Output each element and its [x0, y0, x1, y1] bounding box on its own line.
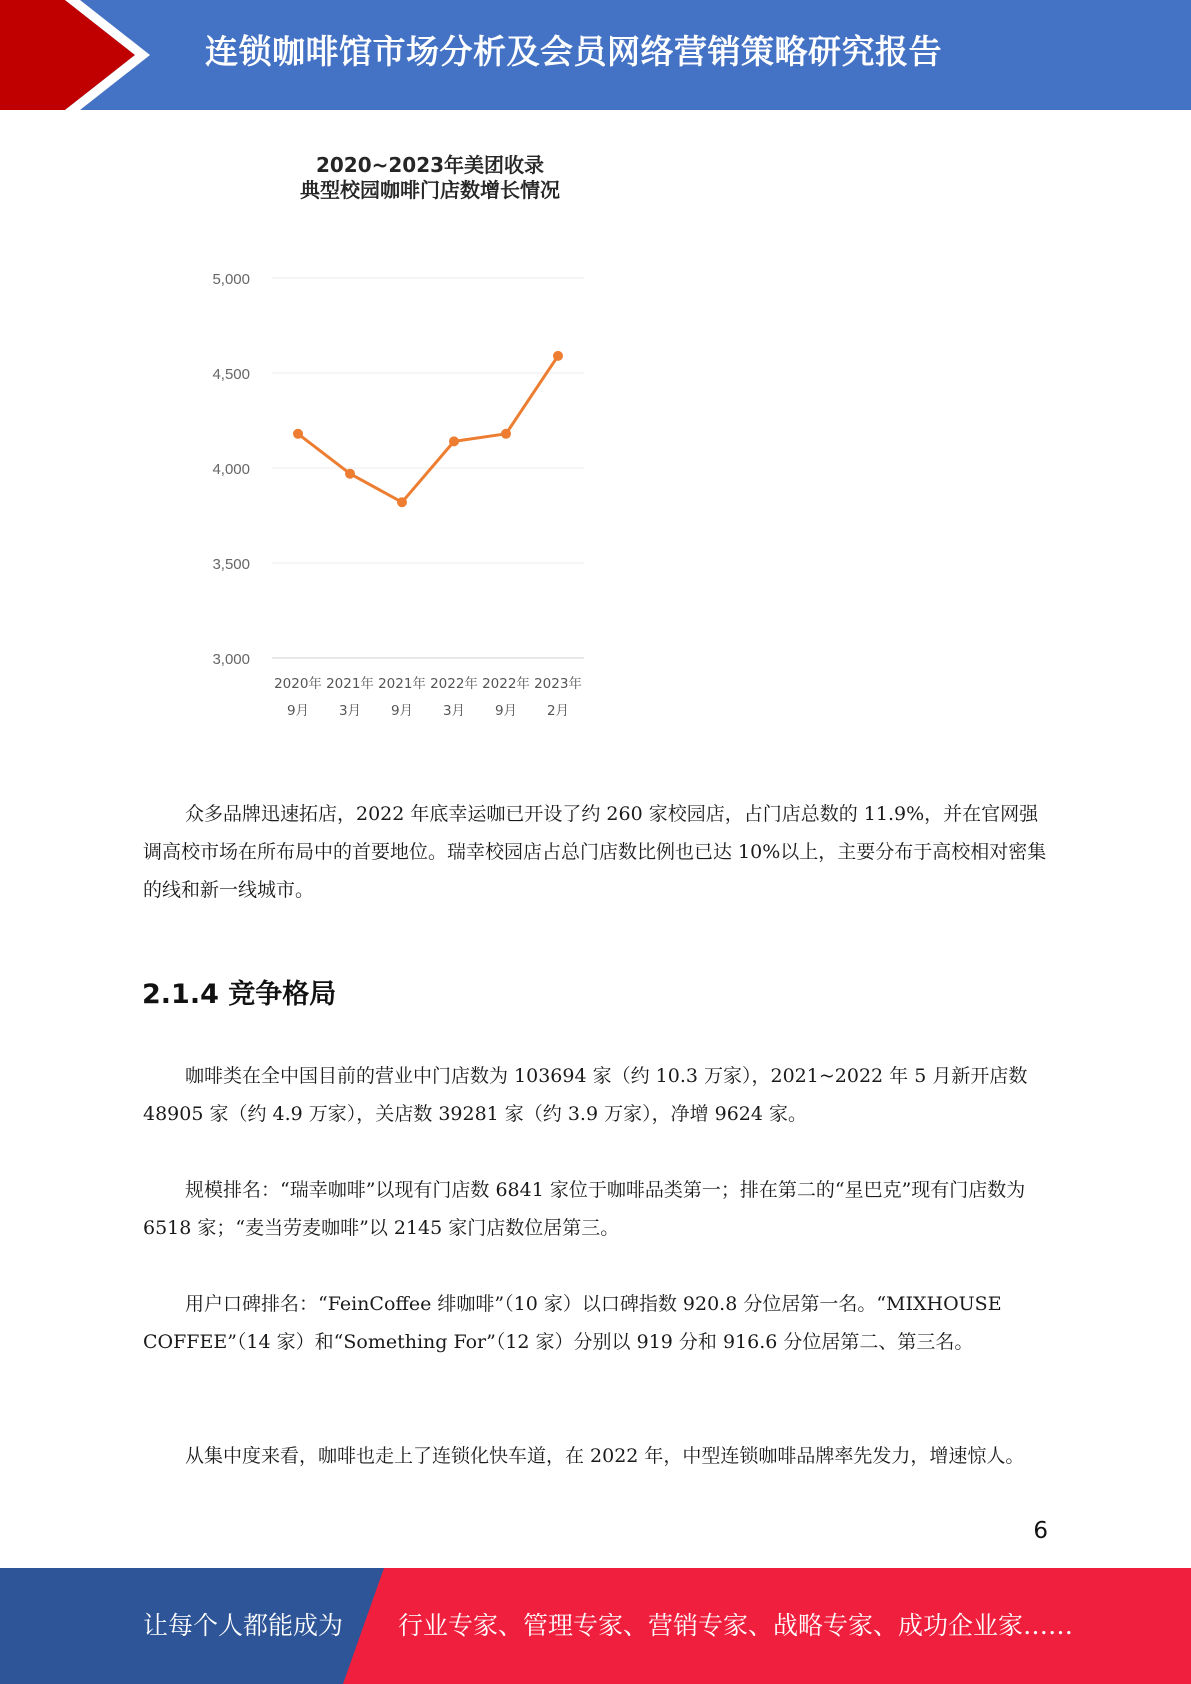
data-point — [397, 497, 407, 507]
paragraph-store-counts: 咖啡类在全中国目前的营业中门店数为 103694 家（约 10.3 万家），2021~2022 年 5 月新开店数 48905 家（约 4.9 万家），关店数 39281 家（约 3.9 万家），净增 9624 家。 — [143, 1065, 1034, 1125]
page-header — [0, 0, 1191, 110]
x-tick-label-year: 2022年 — [430, 676, 478, 692]
store-growth-chart — [190, 145, 610, 735]
x-tick-label-month: 2月 — [546, 703, 570, 719]
data-point — [293, 429, 303, 439]
paragraph-campus-stores: 众多品牌迅速拓店，2022 年底幸运咖已开设了约 260 家校园店，占门店总数的 11.9%，并在官网强调高校市场在所布局中的首要地位。瑞幸校园店占总门店数比例也已达 10%以上，主要分布于高校相对密集的线和新一线城市。 — [143, 803, 1047, 901]
x-tick-label-month: 3月 — [442, 703, 466, 719]
page-number: 6 — [1033, 1518, 1048, 1544]
x-tick-label-month: 9月 — [494, 703, 518, 719]
series-line — [298, 356, 558, 502]
paragraph-concentration: 从集中度来看，咖啡也走上了连锁化快车道，在 2022 年，中型连锁咖啡品牌率先发力，增速惊人。 — [185, 1445, 1025, 1467]
chart-title-line-1: 2020~2023年美团收录 — [315, 153, 545, 177]
chart-title-line-2: 典型校园咖啡门店数增长情况 — [300, 178, 560, 202]
x-tick-label-month: 9月 — [390, 703, 414, 719]
y-tick-label: 3,500 — [212, 556, 250, 573]
page-footer — [0, 1568, 1191, 1684]
x-tick-label-year: 2021年 — [378, 676, 426, 692]
x-tick-label-year: 2020年 — [274, 676, 322, 692]
chart-plot — [190, 145, 610, 735]
y-tick-label: 4,500 — [212, 366, 250, 383]
data-point — [501, 429, 511, 439]
data-point — [553, 351, 563, 361]
section-heading: 2.1.4 竞争格局 — [142, 979, 337, 1010]
x-tick-label-month: 9月 — [286, 703, 310, 719]
footer-slogan-left: 让每个人都能成为 — [143, 1611, 344, 1640]
x-tick-label-year: 2022年 — [482, 676, 530, 692]
y-tick-label: 4,000 — [212, 461, 250, 478]
data-point — [449, 436, 459, 446]
data-point — [345, 469, 355, 479]
paragraph-scale-ranking: 规模排名：“瑞幸咖啡”以现有门店数 6841 家位于咖啡品类第一；排在第二的“星巴克”现有门店数为 6518 家；“麦当劳麦咖啡”以 2145 家门店数位居第三。 — [143, 1179, 1032, 1239]
footer-slogan-right: 行业专家、管理专家、营销专家、战略专家、成功企业家…… — [398, 1611, 1074, 1640]
x-tick-label-year: 2021年 — [326, 676, 374, 692]
x-tick-label-month: 3月 — [338, 703, 362, 719]
x-tick-label-year: 2023年 — [534, 676, 582, 692]
paragraph-reputation-ranking: 用户口碑排名：“FeinCoffee 绯咖啡”（10 家）以口碑指数 920.8 分位居第一名。“MIXHOUSE COFFEE”（14 家）和“Something For”（12 家）分别以 919 分和 916.6 分位居第二、第三名。 — [143, 1293, 1008, 1353]
header-arrow-decoration — [0, 0, 160, 110]
y-tick-label: 3,000 — [212, 651, 250, 668]
y-tick-label: 5,000 — [212, 271, 250, 288]
report-title: 连锁咖啡馆市场分析及会员网络营销策略研究报告 — [205, 32, 942, 71]
